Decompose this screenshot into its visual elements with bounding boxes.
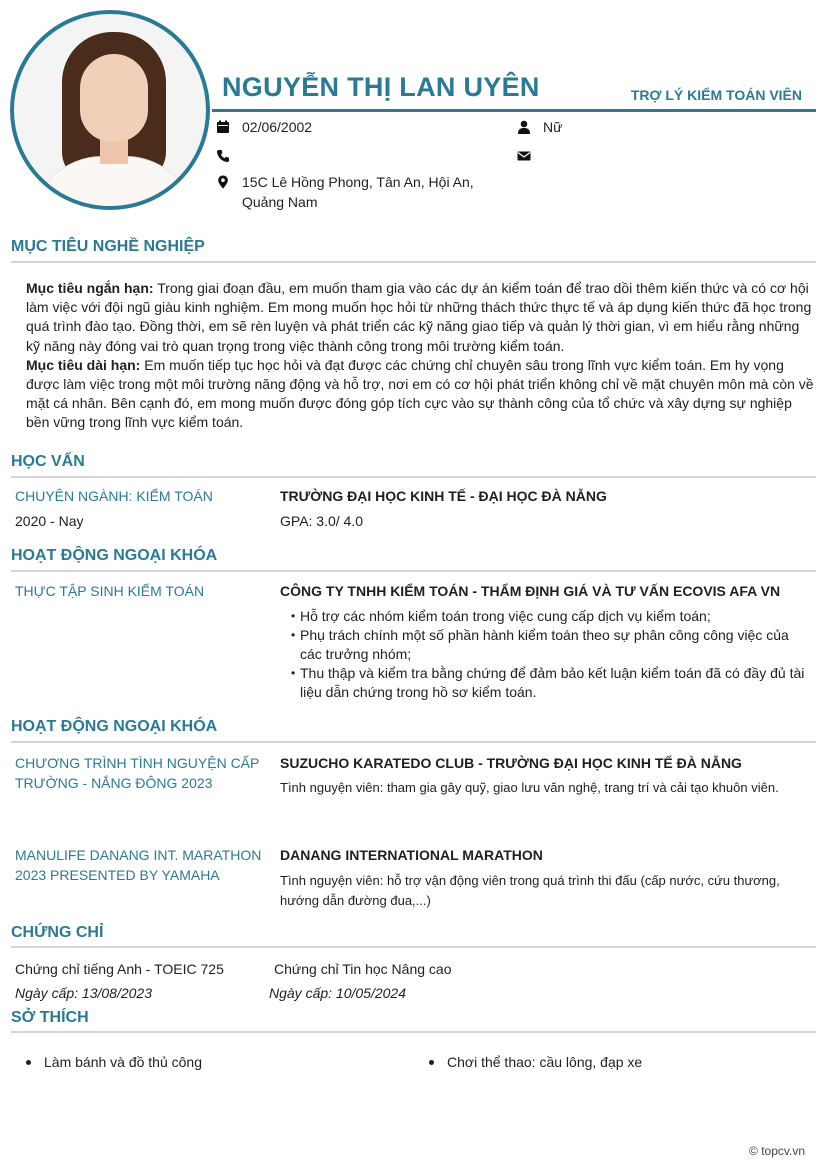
experience-details <box>280 582 820 702</box>
hobby-1: Làm bánh và đồ thủ công <box>44 1054 203 1070</box>
bullet-icon <box>429 1060 434 1065</box>
activity-1-name: CHƯƠNG TRÌNH TÌNH NGUYỆN CẤP TRƯỜNG - NẮNG ĐÔNG 2023 <box>15 755 260 791</box>
education-school <box>280 487 820 506</box>
hobbies-divider <box>11 1031 816 1033</box>
hobby-2: Chơi thể thao: cầu lông, đạp xe <box>447 1054 643 1070</box>
school-name: TRƯỜNG ĐẠI HỌC KINH TẾ - ĐẠI HỌC ĐÀ NẴNG <box>280 488 607 504</box>
certificate-1 <box>15 957 224 1005</box>
gender-value: Nữ <box>543 119 563 135</box>
profile-photo <box>10 10 210 210</box>
certificate-2-name: Chứng chỉ Tin học Nâng cao <box>274 961 452 977</box>
company-name: CÔNG TY TNHH KIỂM TOÁN - THẨM ĐỊNH GIÁ VÀ TƯ VẤN ECOVIS AFA VN <box>280 583 781 599</box>
experience-role: THỰC TẬP SINH KIỂM TOÁN <box>15 583 205 599</box>
activity-2-org: DANANG INTERNATIONAL MARATHON <box>280 847 543 863</box>
education-heading: HỌC VẤN <box>11 453 85 470</box>
experience-bullets <box>280 607 810 702</box>
activities-heading: HOẠT ĐỘNG NGOẠI KHÓA <box>11 718 218 735</box>
location-pin-icon <box>216 175 230 189</box>
address-line-1: 15C Lê Hồng Phong, Tân An, Hội An, <box>242 174 474 190</box>
activity-2-name: MANULIFE DANANG INT. MARATHON 2023 PRESENTED BY YAMAHA <box>15 847 262 883</box>
activity-1-details <box>280 754 820 798</box>
hobbies-heading: SỞ THÍCH <box>11 1009 89 1026</box>
birthday-row <box>216 117 312 137</box>
objective-divider <box>11 261 816 263</box>
gender-row <box>517 117 562 137</box>
list-item: • Hỗ trợ các nhóm kiểm toán trong việc cung cấp dịch vụ kiểm toán; <box>280 607 810 626</box>
education-gpa: GPA: 3.0/ 4.0 <box>280 513 364 529</box>
header-divider <box>212 109 816 112</box>
short-term-text: Trong giai đoạn đầu, em muốn tham gia vào các dự án kiểm toán để trao dồi thêm kiến thức và có cơ hội làm việc với đội ngũ giàu kinh nghiệm. Em mong muốn học hỏi từ những thách thức thực tế và áp dụng kiến thức đã học trong quá trình đào tạo. Đồng thời, em sẽ rèn luyện và phát triển các kỹ năng giao tiếp và quản lý thời gian, vì em hiểu rằng những kỹ năng này đóng vai trò quan trọng trong việc thành công trong môi trường kiểm toán. <box>26 280 812 354</box>
education-divider <box>11 476 816 478</box>
bullet-icon <box>26 1060 31 1065</box>
certificate-2-date: Ngày cấp: 10/05/2024 <box>269 985 406 1001</box>
long-term-text: Em muốn tiếp tục học hỏi và đạt được các chứng chỉ chuyên sâu trong lĩnh vực kiểm toán. Em hy vọng được làm việc trong một môi trường năng động và hỗ trợ, nơi em có cơ hội phát triển không chỉ về mặt chuyên môn mà còn về mặt cá nhân. Bên cạnh đó, em mong muốn được đóng góp tích cực vào sự thành công của tổ chức và xây dựng sự nghiệp bền vững trong lĩnh vực kiểm toán. <box>26 356 814 431</box>
activities-divider <box>11 741 816 743</box>
activity-1-org: SUZUCHO KARATEDO CLUB - TRƯỜNG ĐẠI HỌC KINH TẾ ĐÀ NẴNG <box>280 755 742 771</box>
activity-1-desc: Tình nguyện viên: tham gia gây quỹ, giao lưu văn nghệ, trang trí và cải tạo khuôn viên. <box>280 780 779 795</box>
education-period: 2020 - Nay <box>15 513 84 529</box>
list-item <box>26 1054 202 1070</box>
activity-2-details <box>280 846 800 911</box>
footer-brand[interactable]: © topcv.vn <box>749 1144 805 1158</box>
short-term-label: Mục tiêu ngắn hạn: <box>26 280 154 296</box>
education-major: CHUYÊN NGÀNH: KIỂM TOÁN <box>15 488 213 504</box>
certificates-divider <box>11 946 816 948</box>
long-term-objective <box>11 356 817 433</box>
list-item: • Phụ trách chính một số phần hành kiểm toán theo sự phân công công việc của các trưởng nhóm; <box>280 626 810 664</box>
experience-heading: HOẠT ĐỘNG NGOẠI KHÓA <box>11 547 218 564</box>
objective-heading: MỤC TIÊU NGHỀ NGHIỆP <box>11 238 205 255</box>
job-title: TRỢ LÝ KIỂM TOÁN VIÊN <box>630 87 802 103</box>
phone-row <box>216 146 242 163</box>
calendar-icon <box>216 120 230 134</box>
objective-body <box>11 279 817 433</box>
list-item <box>429 1054 642 1070</box>
certificate-1-date: Ngày cấp: 13/08/2023 <box>15 985 152 1001</box>
certificates-heading: CHỨNG CHỈ <box>11 924 104 941</box>
short-term-objective <box>11 279 817 356</box>
list-item: • Thu thập và kiểm tra bằng chứng để đảm bảo kết luận kiểm toán đã có đầy đủ tài liệu dẫn chứng trong hồ sơ kiểm toán. <box>280 664 810 702</box>
envelope-icon <box>517 149 531 163</box>
long-term-label: Mục tiêu dài hạn: <box>26 356 141 373</box>
activity-2-desc: Tình nguyện viên: hỗ trợ vận động viên trong quá trình thi đấu (cấp nước, cứu thương, hướng dẫn đường đua,...) <box>280 873 780 908</box>
address-row <box>216 172 474 212</box>
certificate-2 <box>269 957 451 1005</box>
address-line-2: Quảng Nam <box>242 194 318 210</box>
phone-icon <box>216 149 230 163</box>
experience-divider <box>11 570 816 572</box>
candidate-name: NGUYỄN THỊ LAN UYÊN <box>222 72 540 102</box>
certificate-1-name: Chứng chỉ tiếng Anh - TOEIC 725 <box>15 961 224 977</box>
email-row <box>517 146 543 163</box>
birthday-value: 02/06/2002 <box>242 119 313 135</box>
person-icon <box>517 120 531 134</box>
